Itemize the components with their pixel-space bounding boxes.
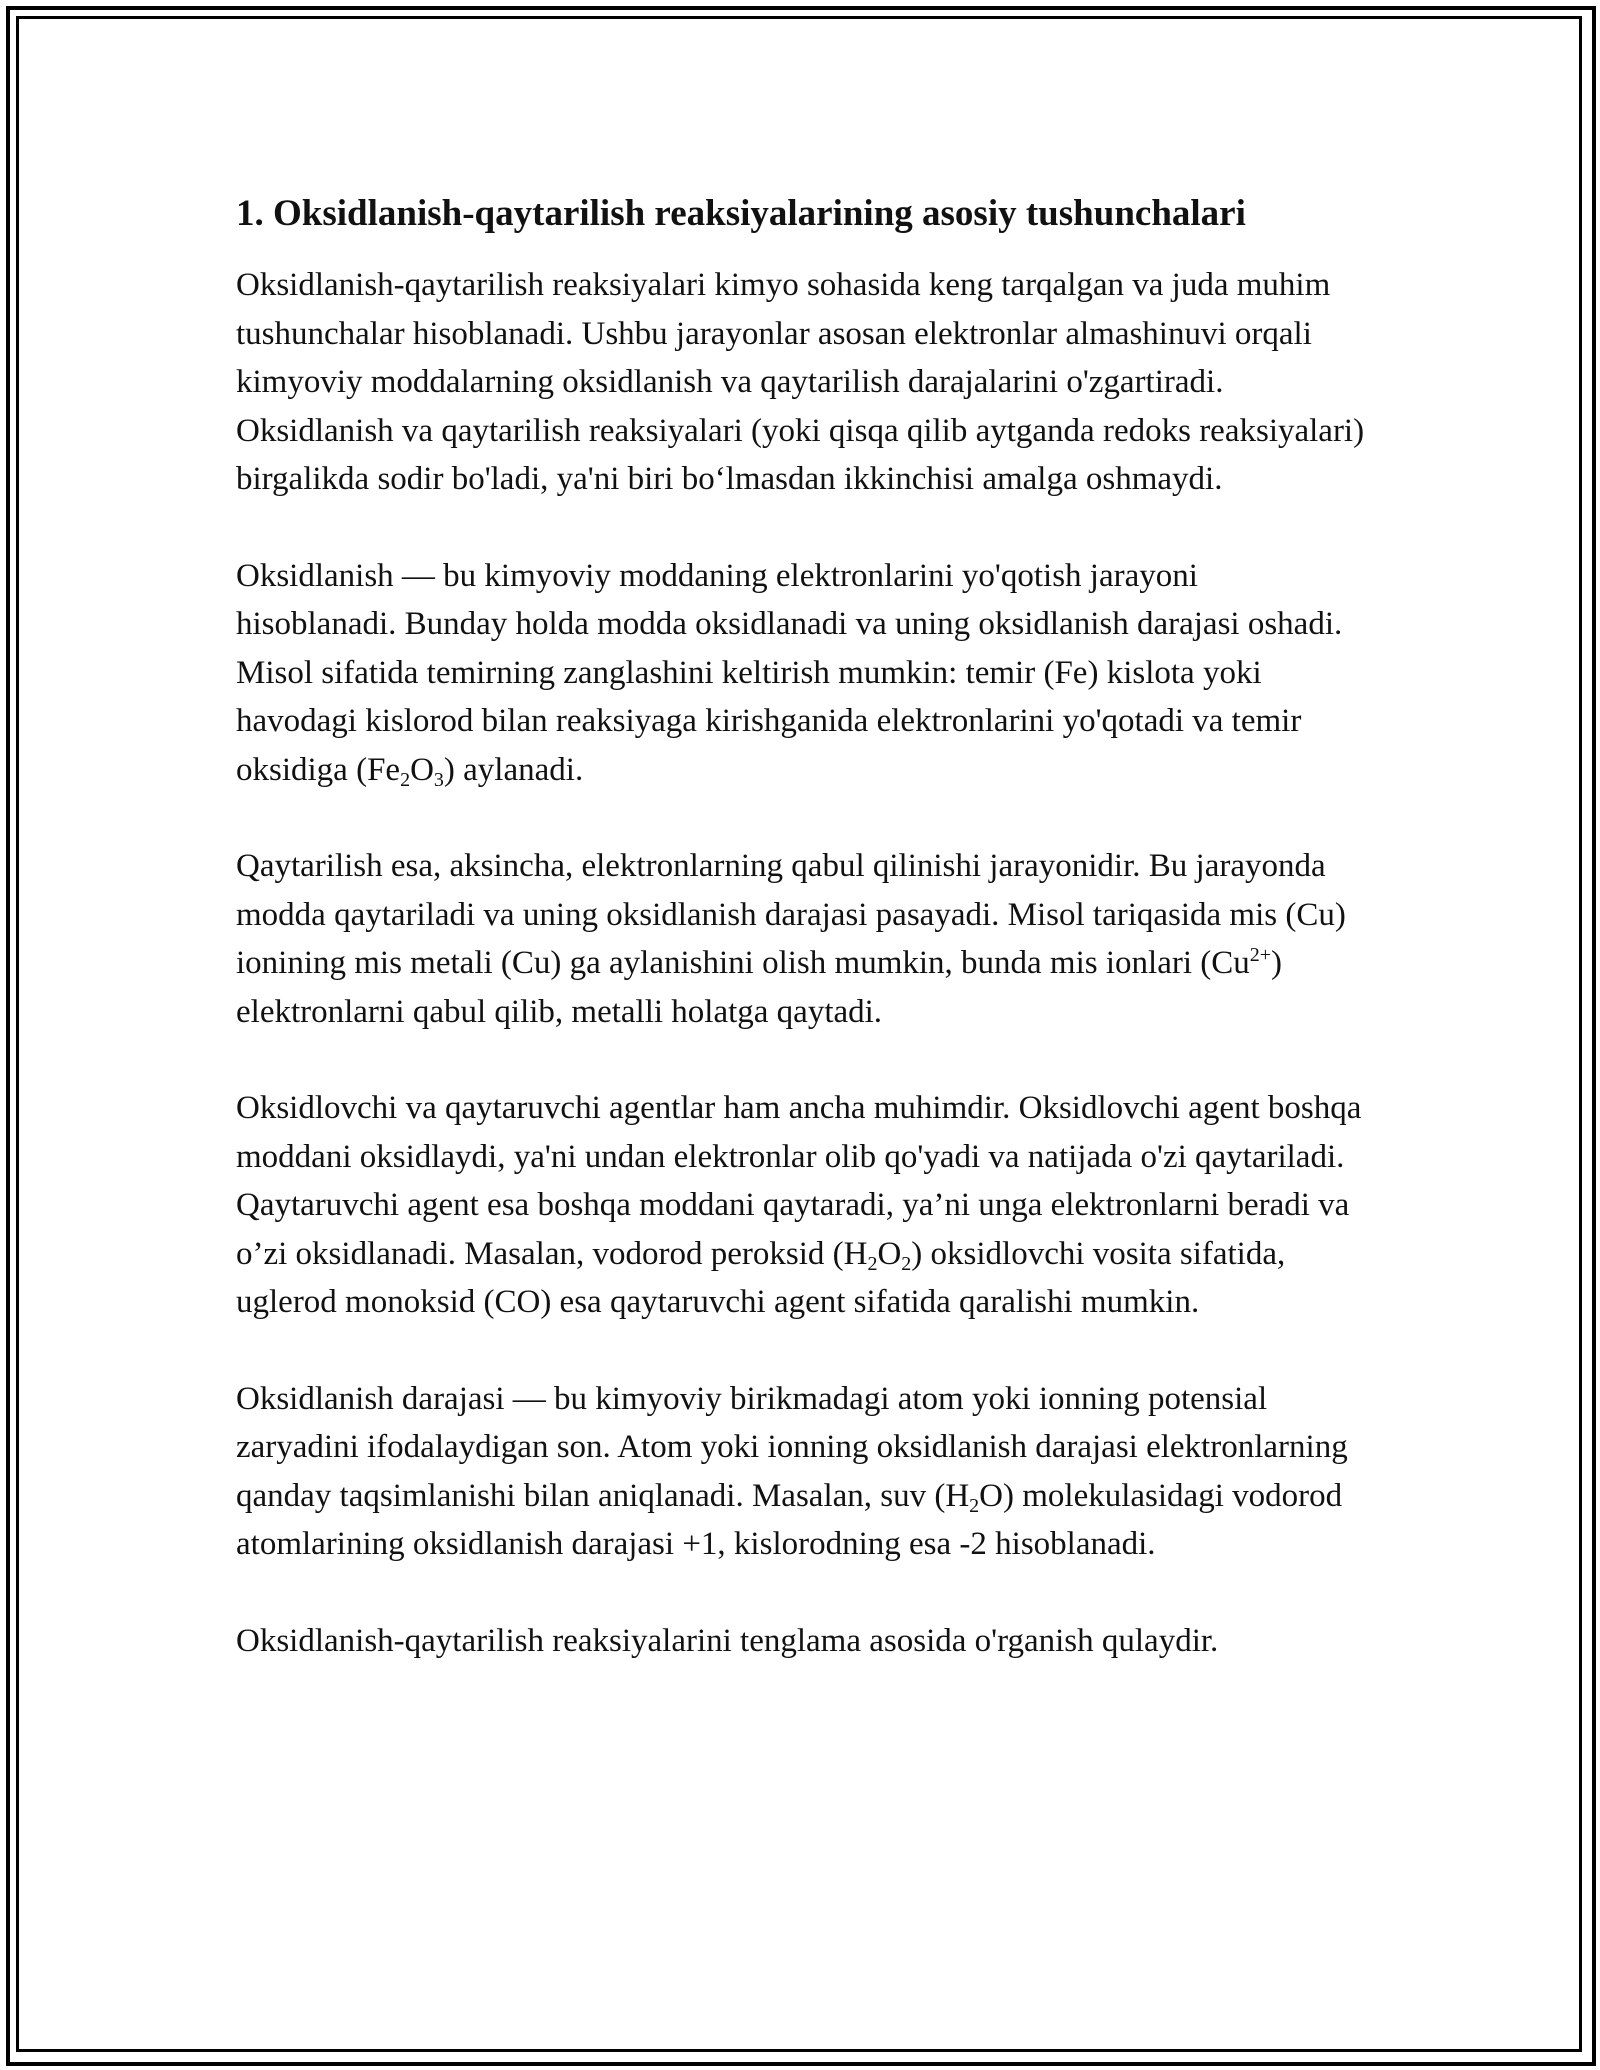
section-heading: 1. Oksidlanish-qaytarilish reaksiyalarining asosiy tushunchalari xyxy=(236,193,1246,234)
paragraph-text: O) molekulasidagi vodorod atomlarining oksidlanish darajasi +1, kislorodning esa -2 hisoblanadi. xyxy=(236,1477,1343,1562)
paragraph-text: Qaytarilish esa, aksincha, elektronlarning qabul qilinishi jarayonidir. Bu jarayonda modda qaytariladi va uning oksidlanish darajasi pasayadi. Misol tariqasida mis (Cu) ionining mis metali (Cu) ga aylanishini olish mumkin, bunda mis ionlari (Cu xyxy=(236,848,1346,981)
paragraph-text: Oksidlanish darajasi — bu kimyoviy birikmadagi atom yoki ionning potensial zaryadini ifodalaydigan son. Atom yoki ionning oksidlanish darajasi elektronlarning qanday taqsimlanishi bilan aniqlanadi. Masalan, suv (H xyxy=(236,1380,1348,1514)
paragraph-text: ) oksidlovchi vosita sifatida, uglerod monoksid (CO) esa qaytaruvchi agent sifatida qaralishi mumkin. xyxy=(236,1235,1286,1320)
paragraph-oxidation-state xyxy=(236,1375,1366,1569)
subscript: 2 xyxy=(901,1252,912,1275)
subscript: 2 xyxy=(400,768,411,791)
paragraph-reduction xyxy=(236,842,1366,1036)
paragraph-oxidation xyxy=(236,552,1366,795)
paragraph-intro: Oksidlanish-qaytarilish reaksiyalari kimyo sohasida keng tarqalgan va juda muhim tushunchalar hisoblanadi. Ushbu jarayonlar asosan elektronlar almashinuvi orqali kimyoviy moddalarning oksidlanish va qaytarilish darajalarini o'zgartiradi. Oksidlanish va qaytarilish reaksiyalari (yoki qisqa qilib aytganda redoks reaksiyalari) birgalikda sodir bo'ladi, ya'ni biri boʻlmasdan ikkinchisi amalga oshmaydi. xyxy=(236,267,1365,497)
paragraph-agents xyxy=(236,1084,1366,1327)
subscript: 3 xyxy=(433,768,444,791)
formula-element: O xyxy=(877,1235,902,1272)
paragraph-text: Oksidlovchi va qaytaruvchi agentlar ham ancha muhimdir. Oksidlovchi agent boshqa moddani oksidlaydi, ya'ni undan elektronlar olib qo'yadi va natijada o'zi qaytariladi. Qaytaruvchi agent esa boshqa moddani qaytaradi, ya’ni unga elektronlarni beradi va o’zi oksidlanadi. Masalan, vodorod peroksid (H xyxy=(236,1090,1362,1272)
paragraph-text: ) elektronlarni qabul qilib, metalli holatga qaytadi. xyxy=(236,945,1283,1030)
paragraph-text: Oksidlanish — bu kimyoviy moddaning elektronlarini yo'qotish jarayoni hisoblanadi. Bunday holda modda oksidlanadi va uning oksidlanish darajasi oshadi. Misol sifatida temirning zanglashini keltirish mumkin: temir (Fe) kislota yoki havodagi kislorod bilan reaksiyaga kirishganida elektronlarini yo'qotadi va temir oksidiga (Fe xyxy=(236,557,1343,788)
subscript: 2 xyxy=(969,1494,980,1517)
paragraph-text: ) aylanadi. xyxy=(443,751,584,788)
document-body xyxy=(236,186,1366,1713)
formula-element: O xyxy=(410,751,434,788)
superscript: 2+ xyxy=(1249,944,1272,966)
paragraph-closing: Oksidlanish-qaytarilish reaksiyalarini tenglama asosida o'rganish qulaydir. xyxy=(236,1622,1219,1659)
subscript: 2 xyxy=(867,1252,878,1275)
